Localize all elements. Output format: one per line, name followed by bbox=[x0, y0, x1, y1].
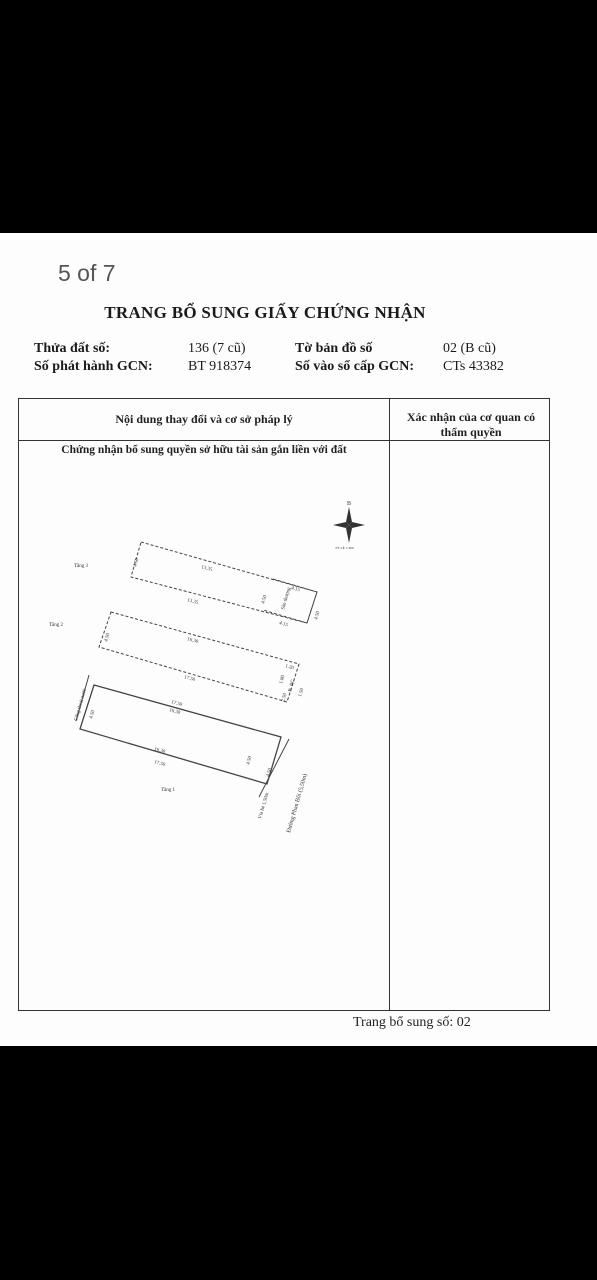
sidewalk-line bbox=[259, 739, 289, 797]
page-indicator: 5 of 7 bbox=[58, 260, 116, 286]
terrace-outline bbox=[263, 579, 317, 623]
dim-label: 4.50 bbox=[314, 610, 322, 621]
col-right-header bbox=[391, 410, 551, 440]
supplement-page-number: Trang bổ sung số: 02 bbox=[353, 1015, 471, 1030]
column-divider bbox=[389, 399, 390, 1010]
dim-label: 4.50 bbox=[266, 767, 274, 778]
col-left-header: Nội dung thay đổi và cơ sở pháp lý bbox=[115, 412, 293, 426]
dim-label: 4.15 bbox=[290, 586, 301, 594]
document-title: TRANG BỔ SUNG GIẤY CHỨNG NHẬN bbox=[104, 303, 426, 322]
dim-label: 17.50 bbox=[183, 675, 196, 684]
to-ban-do-value: 02 (B cũ) bbox=[443, 341, 496, 356]
floor-plan-diagram bbox=[19, 399, 389, 1009]
so-vao-so-label: Số vào sổ cấp GCN: bbox=[295, 359, 415, 374]
document-page bbox=[0, 233, 597, 1046]
road-label: Đường Phan Bôi (5,50m) bbox=[286, 773, 309, 834]
dim-label: 1.20 bbox=[284, 664, 295, 672]
dim-label: 4.50 bbox=[246, 755, 254, 766]
content-title: Chứng nhận bổ sung quyền sở hữu tài sản gắn liền với đất bbox=[61, 444, 347, 456]
col-right-header-line1: Xác nhận của cơ quan có bbox=[406, 410, 536, 424]
dim-label: 4.50 bbox=[104, 632, 112, 643]
to-ban-do-label: Tờ bản đồ số bbox=[295, 341, 373, 356]
dim-label: 16.30 bbox=[153, 747, 166, 756]
dim-label: 16.30 bbox=[168, 708, 181, 717]
floor2-outline bbox=[99, 612, 299, 702]
dim-label: 4.50 bbox=[133, 557, 141, 568]
scale-label: TỶ LỆ 1:300 bbox=[335, 546, 354, 550]
dim-label: 17.50 bbox=[153, 760, 166, 769]
north-arrow-icon bbox=[333, 501, 365, 550]
floor3-outline bbox=[131, 542, 317, 623]
dim-label: 13.35 bbox=[186, 598, 199, 607]
balcony-label: B. BC bbox=[288, 679, 297, 693]
dim-label: 2.50 bbox=[281, 692, 289, 703]
thua-dat-label: Thửa đất số: bbox=[34, 341, 111, 356]
so-phat-hanh-value: BT 918374 bbox=[188, 359, 252, 374]
thua-dat-value: 136 (7 cũ) bbox=[188, 341, 246, 356]
floor3-label: Tầng 3 bbox=[74, 564, 89, 569]
terrace-label: Sân thượng bbox=[281, 587, 293, 611]
dim-label: 16.30 bbox=[186, 637, 199, 646]
dim-label: 1.50 bbox=[298, 687, 306, 698]
so-phat-hanh-label: Số phát hành GCN: bbox=[34, 359, 153, 374]
floor1-label: Tầng 1 bbox=[161, 788, 176, 793]
change-table bbox=[18, 398, 550, 1011]
dim-label: 17.50 bbox=[170, 700, 183, 709]
sidewalk-label: Vỉa hè 1,50m bbox=[258, 792, 271, 820]
col-right-header-line2: thẩm quyền bbox=[440, 425, 502, 439]
side-lane-label: Cống thoát nước bbox=[74, 688, 89, 722]
so-vao-so-value: CTs 43382 bbox=[443, 359, 504, 374]
dim-label: 4.50 bbox=[89, 709, 97, 720]
dim-label: 1.80 bbox=[279, 674, 287, 685]
dim-label: 4.15 bbox=[278, 621, 289, 629]
floor2-label: Tầng 2 bbox=[49, 623, 64, 628]
floor1-outline bbox=[80, 685, 281, 784]
dim-label: 4.50 bbox=[261, 594, 269, 605]
north-label: B bbox=[347, 501, 352, 507]
dim-label: 13.35 bbox=[200, 565, 213, 574]
